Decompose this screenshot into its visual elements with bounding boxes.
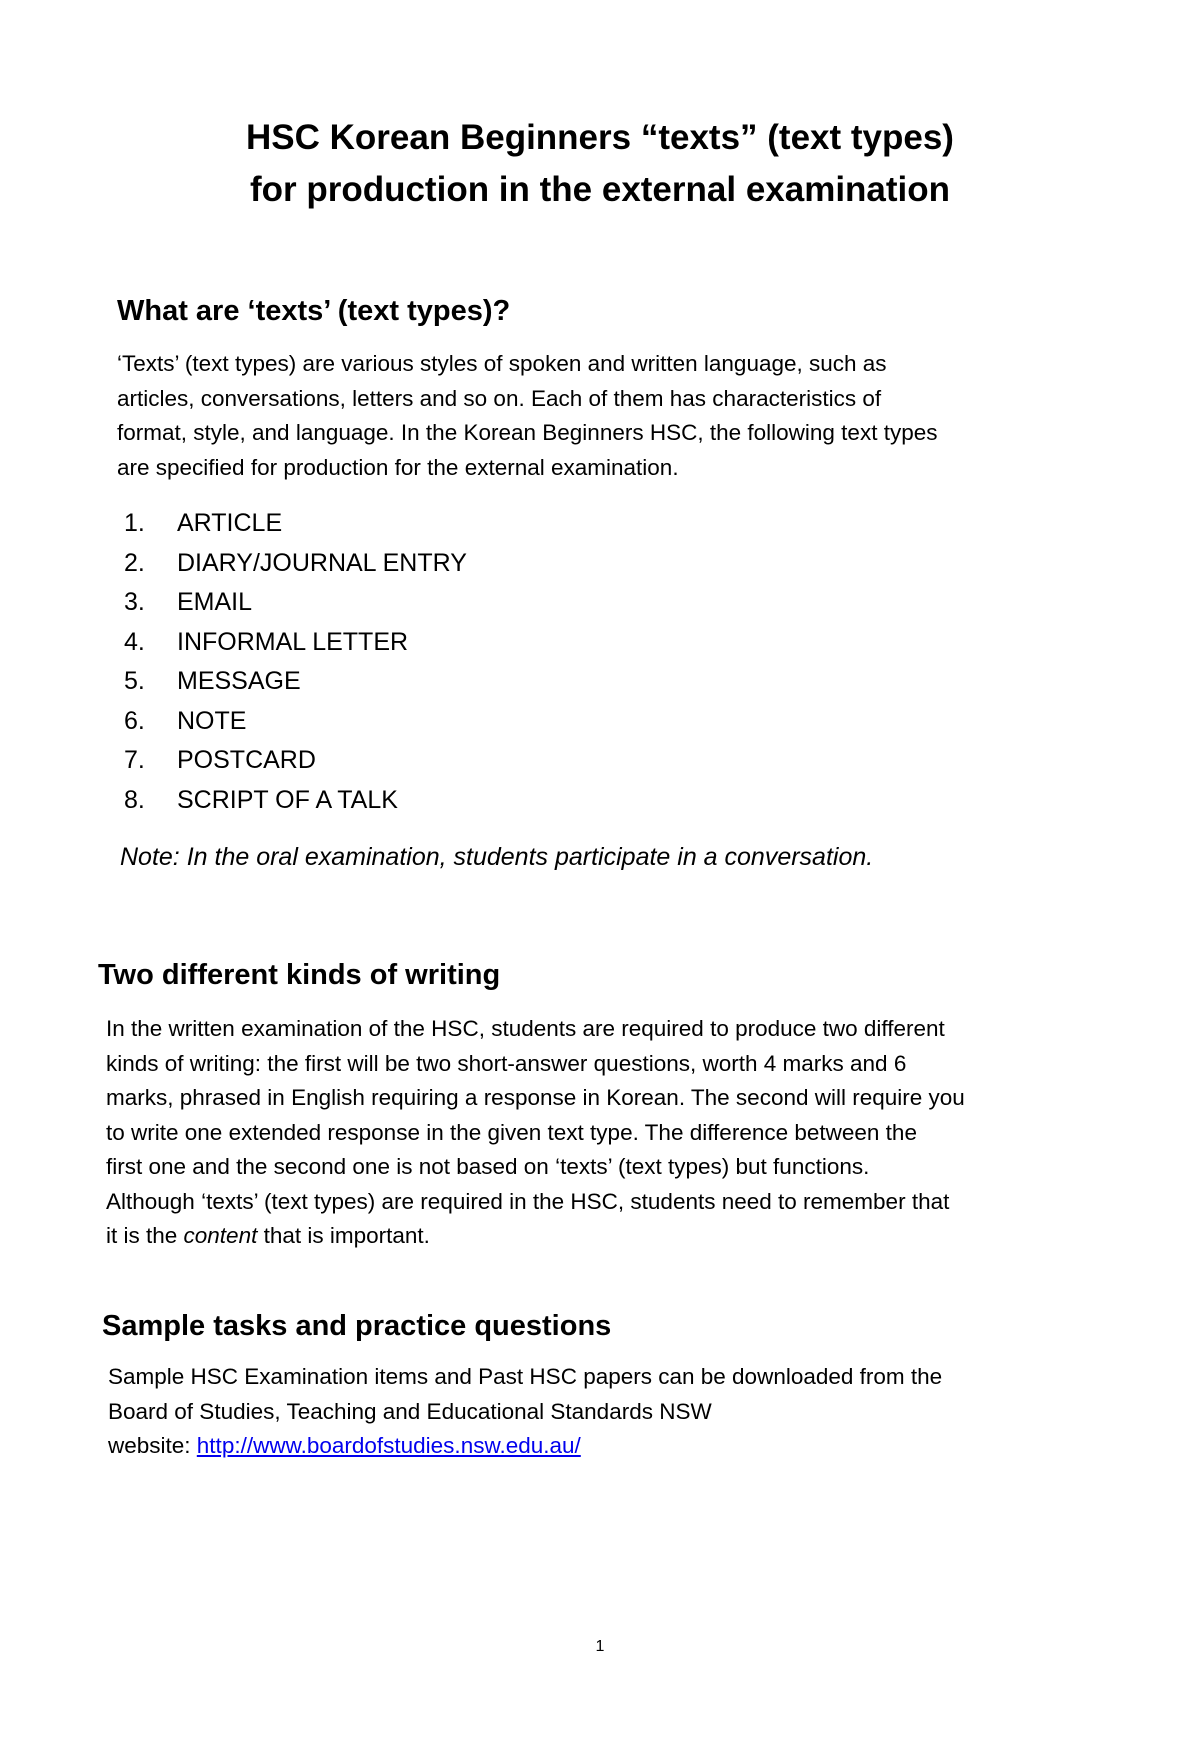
page-title xyxy=(0,112,1200,216)
paragraph-line: Although ‘texts’ (text types) are required in the HSC, students need to remember that xyxy=(106,1188,950,1214)
paragraph-line: to write one extended response in the given text type. The difference between the xyxy=(106,1119,917,1145)
paragraph-line: articles, conversations, letters and so on. Each of them has characteristics of xyxy=(117,385,882,411)
page-number: 1 xyxy=(595,1638,605,1655)
section-heading-text-types: What are ‘texts’ (text types)? xyxy=(117,295,511,327)
line-start: it is the xyxy=(106,1223,184,1248)
list-item-number: 2. xyxy=(124,548,145,577)
sample-tasks-paragraph xyxy=(108,1360,942,1464)
paragraph-line: kinds of writing: the first will be two short-answer questions, worth 4 marks and 6 xyxy=(106,1050,907,1076)
paragraph-line: Board of Studies, Teaching and Educational Standards NSW xyxy=(108,1398,712,1424)
page-title-line-1: HSC Korean Beginners “texts” (text types) xyxy=(246,118,954,157)
list-item-number: 8. xyxy=(124,785,145,814)
page-title-line-2: for production in the external examination xyxy=(249,170,951,209)
list-item xyxy=(124,623,467,663)
writing-paragraph xyxy=(106,1012,965,1254)
list-item xyxy=(124,781,467,821)
list-item xyxy=(124,544,467,584)
paragraph-line xyxy=(108,1429,942,1464)
paragraph-line: first one and the second one is not based on ‘texts’ (text types) but functions. xyxy=(106,1154,870,1179)
list-item xyxy=(124,741,467,781)
line-end: that is important. xyxy=(257,1223,430,1248)
emphasis-content: content xyxy=(183,1223,258,1248)
paragraph-line: Sample HSC Examination items and Past HSC papers can be downloaded from the xyxy=(108,1364,943,1389)
paragraph-line: ‘Texts’ (text types) are various styles of spoken and written language, such as xyxy=(117,351,887,376)
list-item-text: MESSAGE xyxy=(177,667,301,695)
list-item-text: POSTCARD xyxy=(177,746,316,774)
list-item-number: 1. xyxy=(124,509,145,537)
list-item xyxy=(124,504,467,544)
list-item-text: EMAIL xyxy=(177,588,253,616)
list-item-text: SCRIPT OF A TALK xyxy=(177,785,398,814)
list-item xyxy=(124,702,467,742)
list-item-number: 5. xyxy=(124,667,145,695)
list-item-text: ARTICLE xyxy=(177,509,283,537)
list-item-number: 3. xyxy=(124,588,145,616)
list-item-text: DIARY/JOURNAL ENTRY xyxy=(177,548,467,577)
section-heading-sample-tasks: Sample tasks and practice questions xyxy=(102,1310,612,1342)
section-heading-two-kinds: Two different kinds of writing xyxy=(98,959,501,991)
paragraph-line: format, style, and language. In the Korean Beginners HSC, the following text types xyxy=(117,420,938,445)
list-item-number: 7. xyxy=(124,746,145,774)
list-item-text: INFORMAL LETTER xyxy=(177,627,409,656)
list-item xyxy=(124,662,467,702)
list-item-text: NOTE xyxy=(177,706,247,735)
text-types-list xyxy=(124,504,467,820)
paragraph-line xyxy=(106,1219,965,1254)
section-intro-paragraph xyxy=(117,347,937,485)
paragraph-line: are specified for production for the external examination. xyxy=(117,454,679,480)
oral-exam-note: Note: In the oral examination, students participate in a conversation. xyxy=(120,843,874,871)
list-item-number: 4. xyxy=(124,627,145,656)
paragraph-line: In the written examination of the HSC, students are required to produce two different xyxy=(106,1016,945,1041)
paragraph-line: marks, phrased in English requiring a response in Korean. The second will require you xyxy=(106,1085,965,1110)
list-item-number: 6. xyxy=(124,706,145,735)
list-item xyxy=(124,583,467,623)
website-label: website: xyxy=(108,1433,197,1458)
board-of-studies-link[interactable]: http://www.boardofstudies.nsw.edu.au/ xyxy=(196,1433,581,1458)
